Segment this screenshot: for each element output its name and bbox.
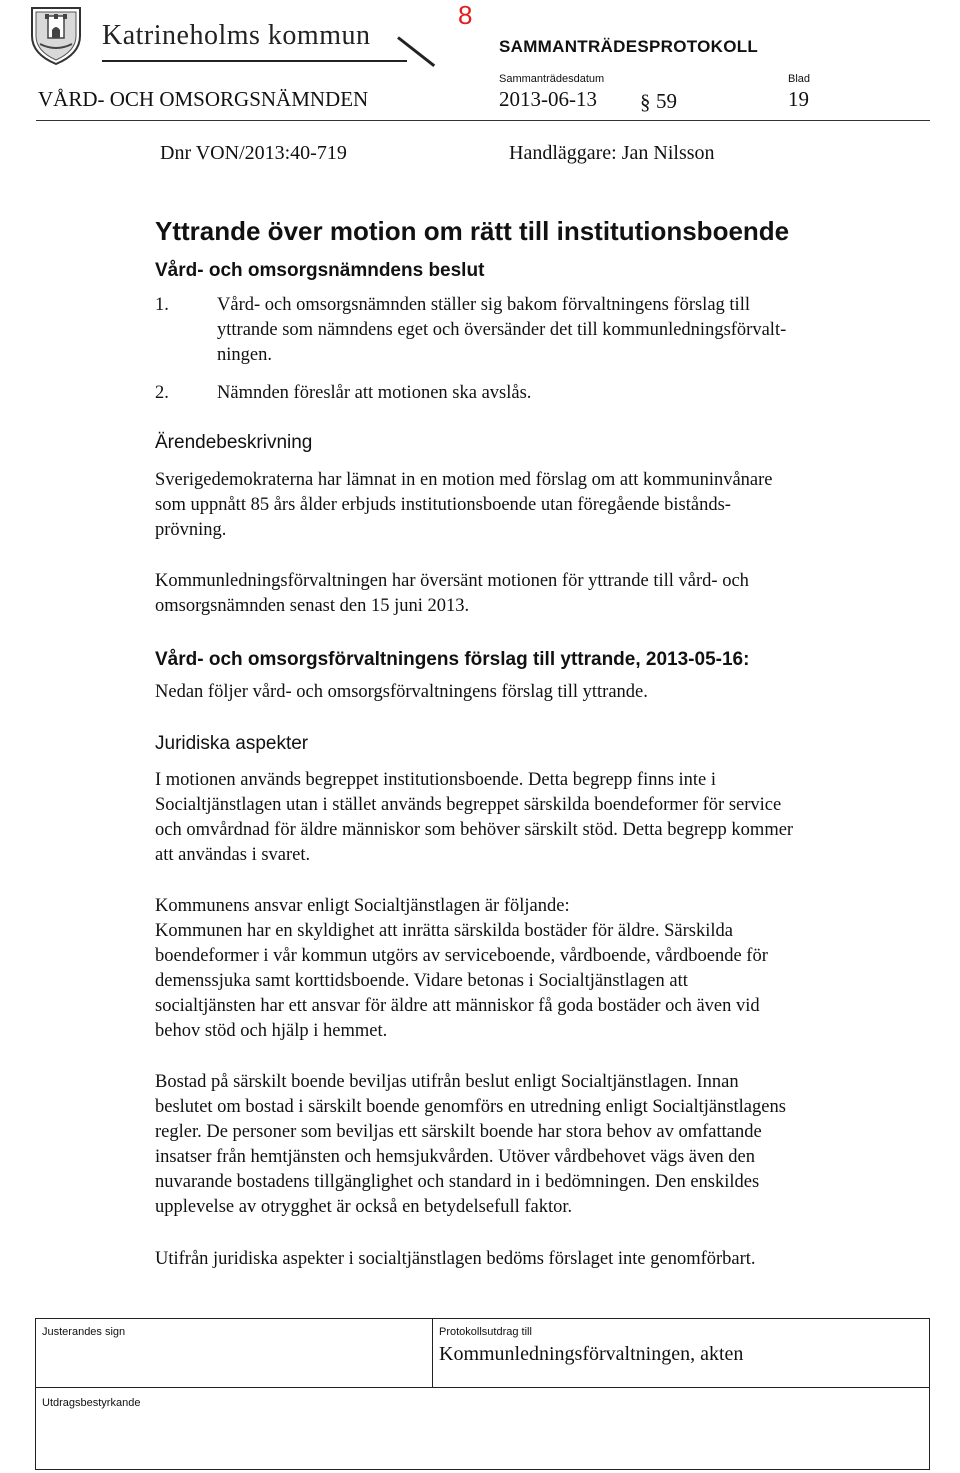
text-line: Kommunen har en skyldighet att inrätta särskilda bostäder för äldre. Särskilda — [155, 921, 733, 941]
protocol-title: SAMMANTRÄDESPROTOKOLL — [499, 37, 759, 56]
text-line: regler. De personer som beviljas ett särskilt boende har stora behov av omfattande — [155, 1122, 762, 1142]
decision-number: 2. — [155, 383, 169, 403]
text-line: demenssjuka samt korttidsboende. Vidare betonas i Socialtjänstlagen att — [155, 971, 688, 991]
signer-label: Justerandes sign — [42, 1326, 126, 1338]
reference-number: Dnr VON/2013:40-719 — [160, 142, 347, 164]
signature-box-column-divider — [432, 1318, 433, 1387]
signature-box-divider — [35, 1387, 930, 1388]
extract-to-label: Protokollsutdrag till — [439, 1326, 532, 1338]
description-paragraph-2 — [155, 569, 749, 619]
header-divider — [36, 120, 930, 121]
text-line: behov stöd och hjälp i hemmet. — [155, 1021, 388, 1041]
page-marker: 8 — [458, 0, 473, 30]
sheet-label: Blad — [788, 73, 811, 85]
text-line: nuvarande bostadens tillgänglighet och standard in i bedömningen. Den enskildes — [155, 1172, 760, 1192]
legal-heading: Juridiska aspekter — [155, 733, 309, 754]
decision-line: Vård- och omsorgsnämnden ställer sig bakom förvaltningens förslag till — [217, 295, 750, 315]
text-line: insatser från hemtjänsten och hemsjukvården. Utöver vårdbehovet vägs även den — [155, 1147, 756, 1167]
decision-line: yttrande som nämndens eget och översänder det till kommunledningsförvalt- — [217, 320, 787, 340]
logo-slash — [397, 36, 435, 67]
text-line: omsorgsnämnden senast den 15 juni 2013. — [155, 596, 470, 616]
legal-paragraph-3 — [155, 1070, 786, 1220]
decision-heading: Vård- och omsorgsnämndens beslut — [155, 260, 485, 281]
sheet-number: 19 — [788, 87, 809, 111]
meeting-date: 2013-06-13 — [499, 87, 597, 111]
text-line: I motionen används begreppet institutionsboende. Detta begrepp finns inte i — [155, 770, 717, 790]
meeting-date-label: Sammanträdesdatum — [499, 73, 605, 85]
legal-conclusion: Utifrån juridiska aspekter i socialtjänstlagen bedöms förslaget inte genomförbart. — [155, 1249, 756, 1269]
legal-paragraph-2 — [155, 894, 768, 1044]
text-line: Kommunledningsförvaltningen har översänt motionen för yttrande till vård- och — [155, 571, 749, 591]
certification-label: Utdragsbestyrkande — [42, 1397, 141, 1409]
decision-item-1 — [0, 293, 960, 368]
section-mark: § — [640, 90, 651, 114]
text-line: Kommunens ansvar enligt Socialtjänstlagen är följande: — [155, 896, 570, 916]
text-line: Sverigedemokraterna har lämnat in en motion med förslag om att kommuninvånare — [155, 470, 773, 490]
text-line: att användas i svaret. — [155, 845, 311, 865]
text-line: upplevelse av otrygghet är också en betydelsefull faktor. — [155, 1197, 573, 1217]
text-line: prövning. — [155, 520, 227, 540]
text-line: som uppnått 85 års ålder erbjuds institutionsboende utan föregående bistånds- — [155, 495, 731, 515]
decision-item-2 — [0, 381, 960, 406]
proposal-heading: Vård- och omsorgsförvaltningens förslag till yttrande, 2013-05-16: — [155, 649, 750, 670]
description-heading: Ärendebeskrivning — [155, 432, 313, 453]
logo-underline — [102, 60, 407, 62]
proposal-intro: Nedan följer vård- och omsorgsförvaltningens förslag till yttrande. — [155, 682, 648, 702]
text-line: boendeformer i vår kommun utgörs av serviceboende, vårdboende, vårdboende för — [155, 946, 768, 966]
text-line: socialtjänsten har ett ansvar för äldre att människor få goda bostäder och även vid — [155, 996, 760, 1016]
decision-line: ningen. — [217, 345, 272, 365]
decision-number: 1. — [155, 295, 169, 315]
case-handler: Handläggare: Jan Nilsson — [509, 142, 715, 164]
text-line: och omvårdnad för äldre människor som behöver särskilt stöd. Detta begrepp kommer — [155, 820, 794, 840]
text-line: Bostad på särskilt boende beviljas utifrån beslut enligt Socialtjänstlagen. Innan — [155, 1072, 739, 1092]
decision-line: Nämnden föreslår att motionen ska avslås. — [217, 383, 532, 403]
municipality-crest-icon — [28, 2, 84, 66]
text-line: beslutet om bostad i särskilt boende genomförs en utredning enligt Socialtjänstlagens — [155, 1097, 786, 1117]
signature-box — [35, 1318, 930, 1470]
legal-paragraph-1 — [155, 768, 793, 868]
municipality-logo-text: Katrineholms kommun — [102, 20, 371, 51]
section-number: 59 — [656, 89, 677, 113]
committee-name: VÅRD- OCH OMSORGSNÄMNDEN — [38, 87, 369, 111]
extract-to-value: Kommunledningsförvaltningen, akten — [439, 1343, 744, 1365]
text-line: Socialtjänstlagen utan i stället används begreppet särskilda boendeformer för service — [155, 795, 782, 815]
document-title: Yttrande över motion om rätt till institutionsboende — [155, 216, 790, 246]
description-paragraph-1 — [155, 468, 773, 543]
